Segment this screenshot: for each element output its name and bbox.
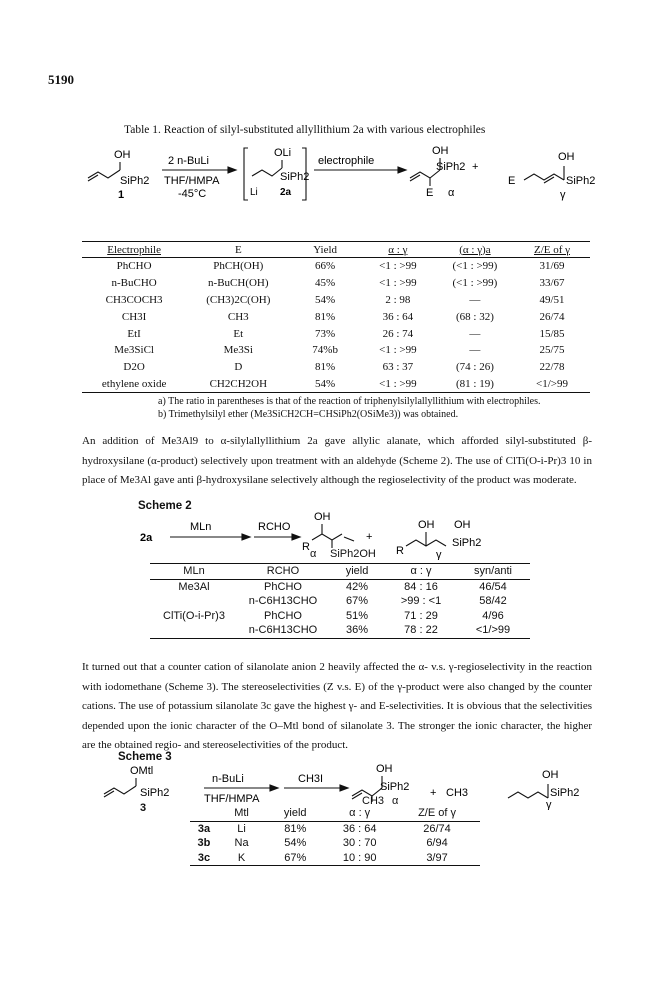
electrophile-label: electrophile	[318, 155, 375, 167]
cell: <1 : >99	[379, 260, 417, 273]
cell: n-BuCH(OH)	[208, 277, 269, 290]
allyl-chain-1	[88, 170, 120, 178]
table-row	[82, 308, 590, 325]
scheme2-siph2oh: SiPh2OH	[330, 548, 376, 560]
scheme2-plus: +	[366, 531, 373, 543]
paragraph-1: An addition of Me3Al9 to α-silylallyllithium 2a gave allylic alanate, which afforded silyl-substituted β-hydroxysilane (α-product) selectively upon treatment with an aldehyde (Scheme 2). The use of ClTi(O-i-Pr)3 10 in place of Me3Al gave anti β-hydroxysilane selectively although the regioselectivity of the product was moderate.	[82, 435, 592, 487]
cell: CH3I	[121, 310, 147, 323]
table-row	[150, 594, 530, 609]
table-row	[150, 609, 530, 624]
cell: 51%	[345, 609, 369, 622]
cell: 25/75	[539, 344, 565, 357]
double-bond-3	[410, 175, 420, 181]
scheme2-oh-1: OH	[314, 511, 331, 523]
footnote-a: a) The ratio in parentheses is that of the reaction of triphenylsilylallyllithium with electrophiles.	[158, 396, 541, 407]
page-number: 5190	[48, 72, 74, 87]
gamma-oh-label: OH	[558, 151, 575, 163]
cell: 81%	[284, 822, 307, 835]
double-bond-1	[88, 175, 98, 181]
cell: 36 : 64	[342, 822, 377, 835]
scheme2-siph2: SiPh2	[452, 537, 482, 549]
cell: 30 : 70	[342, 837, 377, 850]
scheme3-siph2-2: SiPh2	[380, 781, 410, 793]
header-yield: yield	[265, 806, 325, 821]
header-mtl: Mtl	[218, 806, 265, 821]
table1-reaction-scheme	[80, 140, 600, 232]
cell: 15/85	[539, 327, 565, 340]
scheme1-siph2: SiPh2	[120, 175, 150, 187]
cell: 2 : 98	[385, 293, 411, 306]
compound-label-3: 3	[140, 802, 147, 814]
cell: D	[234, 361, 243, 374]
scheme2-r-1: R	[302, 541, 310, 553]
arrow-head-2	[398, 167, 406, 173]
gamma-siph2-label: SiPh2	[566, 175, 596, 187]
cell: 81%	[315, 361, 336, 374]
scheme2-oh-2: OH	[418, 519, 435, 531]
cell: 26/74	[539, 310, 565, 323]
cell: 74%b	[312, 344, 338, 357]
scheme2-gamma: γ	[436, 549, 442, 560]
header-yield: Yield	[290, 242, 359, 258]
reagent-label: 2 n-BuLi	[168, 155, 209, 167]
scheme3-mei: CH3I	[298, 773, 324, 785]
header-alpha-gamma: α : γ	[386, 564, 456, 580]
cell: 84 : 16	[404, 580, 438, 593]
cell: n-C6H13CHO	[248, 595, 318, 608]
cell: Li	[237, 822, 246, 835]
cell: Me3Al	[178, 580, 210, 593]
header-electrophile: Electrophile	[82, 242, 186, 258]
cell: Me3Si	[223, 344, 253, 357]
cell: PhCHO	[264, 609, 302, 622]
cell: Na	[234, 837, 249, 850]
alpha-siph2-label: SiPh2	[436, 161, 466, 173]
cell: 54%	[290, 376, 359, 393]
scheme2-start: 2a	[140, 532, 153, 544]
scheme-2-table	[150, 563, 530, 639]
li-label: Li	[250, 187, 258, 198]
cell: n-BuCHO	[111, 277, 157, 290]
cell: <1 : >99	[360, 376, 436, 393]
cell: (74 : 26)	[455, 361, 494, 374]
cell: (<1 : >99)	[452, 260, 498, 273]
cell: >99 : <1	[400, 595, 442, 608]
table-header-row	[190, 806, 480, 821]
table-row	[82, 292, 590, 309]
cell: 4/96	[482, 609, 504, 622]
scheme3-solvent: THF/HMPA	[204, 793, 260, 805]
table-header-row	[150, 564, 530, 580]
cell: 81%	[315, 310, 336, 323]
cell: D2O	[123, 361, 145, 374]
table-row	[82, 359, 590, 376]
cell: CH3	[227, 310, 249, 323]
cell: 66%	[315, 260, 336, 273]
scheme3-siph2-3: SiPh2	[550, 787, 580, 799]
scheme2-oh-3: OH	[454, 519, 471, 531]
header-mln: MLn	[150, 564, 238, 580]
header-ze: Z/E of γ	[394, 806, 480, 821]
intermediate-siph2: SiPh2	[280, 171, 310, 183]
table-row	[150, 579, 530, 594]
scheme3-ch3-1: CH3	[362, 795, 385, 807]
cell: 78 : 22	[386, 623, 456, 638]
alpha-symbol: α	[448, 187, 455, 199]
table-row	[190, 836, 480, 851]
scheme-3-table	[190, 806, 480, 866]
cell: 6/94	[426, 837, 448, 850]
scheme3-omtl: OMtl	[130, 765, 154, 777]
gamma-symbol: γ	[560, 189, 566, 201]
cell: 33/67	[539, 277, 565, 290]
scheme3-oh-1: OH	[376, 763, 393, 775]
cell: 10 : 90	[325, 851, 394, 866]
cell: 3/97	[394, 851, 480, 866]
header-rcho: RCHO	[238, 564, 328, 580]
cell: 3b	[197, 837, 211, 850]
table-row	[82, 258, 590, 275]
cell: EtI	[127, 327, 141, 340]
table-row	[190, 821, 480, 836]
cell: <1 : >99	[379, 344, 417, 357]
cell	[150, 623, 238, 638]
cell: 58/42	[479, 595, 507, 608]
header-ze: Z/E of γ	[514, 242, 590, 258]
cell: 31/69	[539, 260, 565, 273]
scheme2-r-2: R	[396, 545, 404, 557]
cell: PhCHO	[264, 580, 302, 593]
cell: 46/54	[479, 580, 507, 593]
cell: CH2CH2OH	[186, 376, 290, 393]
cell: 73%	[315, 327, 336, 340]
cell: 36 : 64	[382, 310, 414, 323]
cell: K	[218, 851, 265, 866]
gamma-e-label: E	[508, 175, 516, 187]
cell: (81 : 19)	[436, 376, 514, 393]
gamma-product-chain	[524, 174, 564, 180]
scheme3-reagent: n-BuLi	[212, 773, 244, 785]
allyl-chain-2	[252, 168, 282, 176]
cell: 54%	[315, 293, 336, 306]
cell: 3a	[197, 822, 211, 835]
cell: Me3SiCl	[114, 344, 154, 357]
cell: <1 : >99	[379, 277, 417, 290]
bracket-left	[244, 148, 248, 200]
table-row	[82, 342, 590, 359]
header-alpha-gamma-ref: (α : γ)a	[436, 242, 514, 258]
table-1	[82, 241, 590, 393]
cell: 45%	[315, 277, 336, 290]
paragraph-2: It turned out that a counter cation of silanolate anion 2 heavily affected the α- v.s. γ-regioselectivity in the reaction with iodomethane (Scheme 3). The stereoselectivities (Z v.s. E) of the γ-product were also changed by the counter cations. The use of potassium silanolate 3c gave the highest γ- and E-selectivities. It is obvious that the selectivities depended upon the ionic character of the O–Mtl bond of silanolate 3. The stronger the ionic character, the higher are the obtained regio- and stereoselectivities of the product.	[82, 661, 592, 752]
cell: ClTi(O-i-Pr)3	[163, 609, 225, 622]
header-alpha-gamma: α : γ	[325, 806, 394, 821]
cell: PhCHO	[116, 260, 152, 273]
double-bond-4	[544, 177, 554, 183]
table-caption: Table 1. Reaction of silyl-substituted allyllithium 2a with various electrophiles	[124, 124, 486, 136]
scheme3-alpha: α	[392, 795, 399, 807]
cell: 26 : 74	[382, 327, 414, 340]
scheme2-alpha: α	[310, 548, 317, 560]
scheme1-oh: OH	[114, 149, 131, 161]
oli-label: OLi	[274, 147, 292, 159]
cell: —	[469, 293, 481, 306]
table-row	[150, 623, 530, 638]
table-row	[82, 325, 590, 342]
header-yield: yield	[328, 564, 386, 580]
cell: 42%	[345, 580, 369, 593]
cell: 67%	[345, 595, 369, 608]
cell: 49/51	[539, 293, 565, 306]
scheme3-plus: +	[430, 787, 437, 799]
scheme2-mln: MLn	[190, 521, 212, 533]
header-alpha-gamma: α : γ	[360, 242, 436, 258]
table-row	[82, 275, 590, 292]
cell: (68 : 32)	[455, 310, 494, 323]
cell: 3c	[190, 851, 218, 866]
header-entry	[190, 806, 218, 821]
cell: —	[469, 327, 481, 340]
cell: 26/74	[423, 822, 451, 835]
scheme-2-label: Scheme 2	[138, 500, 192, 512]
cell: 67%	[265, 851, 325, 866]
alpha-e-label: E	[426, 187, 434, 199]
arrow-head-1	[228, 167, 236, 173]
scheme3-gamma: γ	[546, 799, 552, 810]
scheme-3-drawing	[100, 760, 600, 810]
footnote-b: b) Trimethylsilyl ether (Me3SiCH2CH=CHSiPh2(OSiMe3)) was obtained.	[158, 409, 459, 420]
header-syn-anti: syn/anti	[456, 564, 530, 580]
cell: 71 : 29	[404, 609, 438, 622]
alpha-oh-label: OH	[432, 145, 449, 157]
cell: n-C6H13CHO	[238, 623, 328, 638]
scheme-3-label: Scheme 3	[118, 751, 172, 763]
cell: CH3COCH3	[105, 293, 163, 306]
table-header-row	[82, 242, 590, 258]
table-row	[190, 851, 480, 866]
cell: PhCH(OH)	[213, 260, 264, 273]
compound-label-1: 1	[118, 189, 125, 201]
cell: 54%	[284, 837, 307, 850]
scheme3-siph2-1: SiPh2	[140, 787, 170, 799]
header-e: E	[186, 242, 290, 258]
cell: 36%	[328, 623, 386, 638]
table-row	[82, 376, 590, 393]
intermediate-label-2a: 2a	[280, 187, 292, 198]
temperature-label: -45°C	[178, 188, 207, 200]
cell: (<1 : >99)	[452, 277, 498, 290]
cell	[150, 594, 238, 609]
cell: 22/78	[539, 361, 565, 374]
cell: ethylene oxide	[82, 376, 186, 393]
plus-sign: +	[472, 161, 479, 173]
scheme3-oh-2: OH	[542, 769, 559, 781]
scheme3-ch3-2: CH3	[446, 787, 469, 799]
solvent-label: THF/HMPA	[164, 175, 220, 187]
cell: —	[469, 344, 481, 357]
cell: <1/>99	[514, 376, 590, 393]
cell: <1/>99	[456, 623, 530, 638]
scheme2-rcho: RCHO	[258, 521, 291, 533]
cell: 63 : 37	[382, 361, 414, 374]
cell: Et	[233, 327, 244, 340]
cell: (CH3)2C(OH)	[206, 293, 271, 306]
